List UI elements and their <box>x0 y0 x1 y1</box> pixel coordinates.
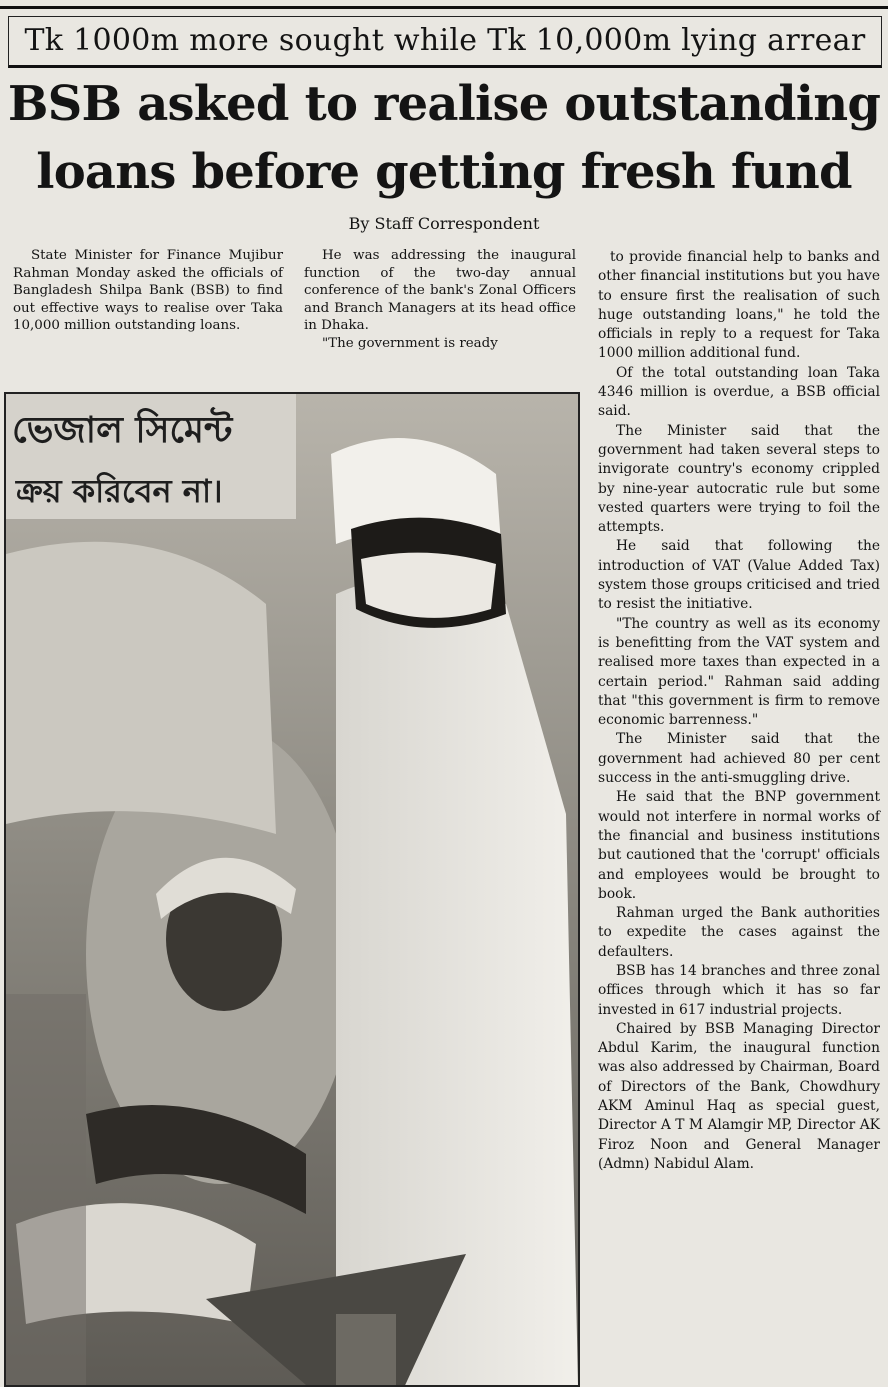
paragraph: BSB has 14 branches and three zonal offices through which it has so far invested in 617 industrial projects. <box>598 962 880 1018</box>
funnel-spout <box>336 1314 396 1385</box>
headline-line-1: BSB asked to realise outstanding <box>7 76 881 132</box>
main-headline <box>0 70 888 206</box>
byline: By Staff Correspondent <box>348 214 540 233</box>
sign-text-line-2: ক্রয় করিবেন না। <box>16 472 223 510</box>
paragraph: Chaired by BSB Managing Director Abdul Karim, the inaugural function was also addressed by Chairman, Board of Directors of the Bank, Chowdhury AKM Aminul Haq as special guest, Director A T M Alamgir MP, Director AK Firoz Noon and General Manager (Admn) Nabidul Alam. <box>598 1020 880 1172</box>
news-photo <box>4 392 580 1387</box>
photo-shadow <box>6 994 86 1385</box>
headline-line-2: loans before getting fresh fund <box>36 144 852 200</box>
photo-illustration <box>6 394 578 1385</box>
top-rule <box>0 6 888 9</box>
paragraph: to provide financial help to banks and other financial institutions but you have to ensure first the realisation of such huge outstanding loans," he told the officials in reply to a request for Taka 1000 million additional fund. <box>598 249 880 362</box>
paragraph: State Minister for Finance Mujibur Rahman Monday asked the officials of Bangladesh Shilpa Bank (BSB) to find out effective ways to realise over Taka 10,000 million outstanding loans. <box>13 248 283 333</box>
paragraph: "The government is ready <box>322 335 498 351</box>
paragraph: He said that following the introduction of VAT (Value Added Tax) system those groups criticised and tried to resist the initiative. <box>598 538 880 613</box>
article-column-3 <box>598 248 880 1174</box>
article-column-1 <box>13 247 283 335</box>
paragraph: Rahman urged the Bank authorities to expedite the cases against the defaulters. <box>598 905 880 960</box>
paragraph: The Minister said that the government had taken several steps to invigorate country's economy crippled by nine-year autocratic rule but some vested quarters were trying to foil the attempts. <box>598 422 880 536</box>
paragraph: Of the total outstanding loan Taka 4346 million is overdue, a BSB official said. <box>598 364 880 420</box>
face-mask <box>361 553 496 618</box>
paragraph: He said that the BNP government would not interfere in normal works of the financial and business institutions but cautioned that the 'corrupt' officials and employees would be brought to book. <box>598 789 880 902</box>
sign-text-line-1: ভেজাল সিমেন্ট <box>12 410 233 451</box>
cement-sack <box>6 542 276 834</box>
paragraph: The Minister said that the government had achieved 80 per cent success in the anti-smuggling drive. <box>598 731 880 787</box>
paragraph: "The country as well as its economy is benefitting from the VAT system and realised more taxes than expected in a certain period." Rahman said adding that "this government is firm to remove economic barrenness." <box>598 615 880 729</box>
kicker-headline: Tk 1000m more sought while Tk 10,000m lying arrear <box>8 16 882 68</box>
paragraph: He was addressing the inaugural function of the two-day annual conference of the bank's Zonal Officers and Branch Managers at its head office in Dhaka. <box>304 248 576 333</box>
article-column-2 <box>304 247 576 352</box>
